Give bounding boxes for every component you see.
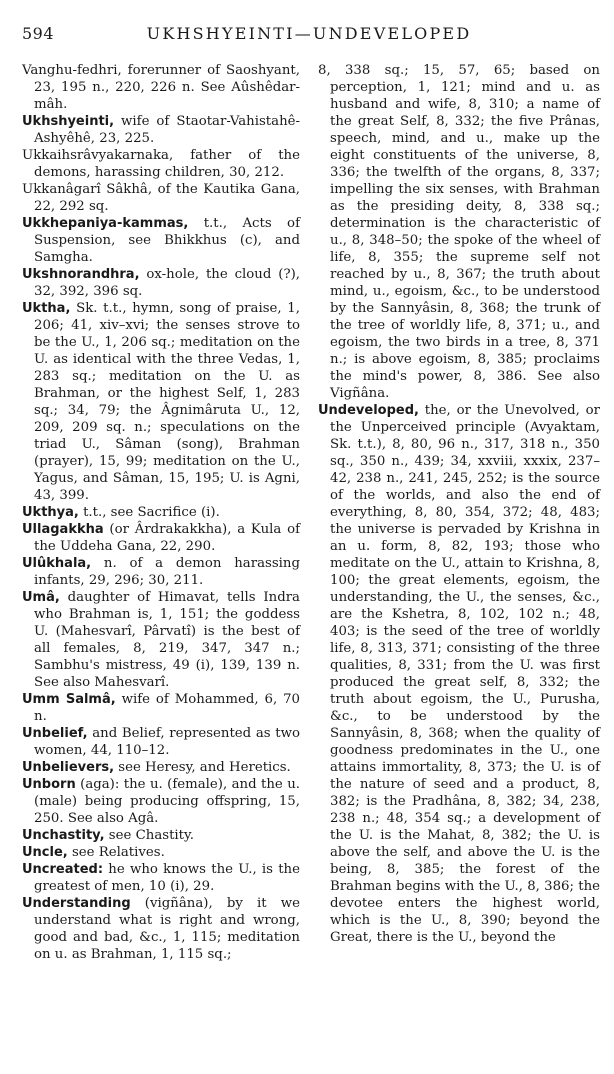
index-entry: [22, 181, 300, 215]
index-entry: [22, 759, 300, 776]
index-entry: [22, 589, 300, 691]
entry-text: he who knows the U., is the greatest of men, 10 (i), 29.: [34, 862, 300, 894]
index-entry: [22, 691, 300, 725]
index-entry: [22, 504, 300, 521]
entry-text: wife of Staotar-Vahistahê-Ashyêhê, 23, 225.: [34, 114, 300, 146]
entry-text: t.t., Acts of Suspension, see Bhikkhus (c), and Samgha.: [34, 216, 300, 265]
entry-text: wife of Mohammed, 6, 70 n.: [34, 692, 300, 724]
page-number: 594: [22, 24, 55, 43]
index-entry: [22, 113, 300, 147]
entry-headword: Uncle,: [22, 845, 68, 860]
entry-text: see Heresy, and Heretics.: [114, 760, 291, 775]
entry-headword: Ukkhepaniya-kammas,: [22, 216, 189, 231]
entry-headword: Umm Salmâ,: [22, 692, 116, 707]
entry-text: see Relatives.: [67, 845, 165, 860]
index-entry: [318, 62, 600, 402]
entry-headword: Undeveloped,: [318, 403, 419, 418]
entry-headword: Unbelief,: [22, 726, 88, 741]
entry-text: Ukkaihsrâvyakarnaka, father of the demons, harassing children, 30, 212.: [22, 148, 300, 180]
index-entry: [22, 300, 300, 504]
page-header: [22, 24, 596, 48]
entry-headword: Ukthya,: [22, 505, 79, 520]
entry-headword: Umâ,: [22, 590, 60, 605]
index-entry: [22, 147, 300, 181]
index-entry: [22, 895, 300, 963]
index-entry: [22, 725, 300, 759]
entry-text: t.t., see Sacrifice (i).: [78, 505, 220, 520]
entry-headword: Uncreated:: [22, 862, 104, 877]
entry-text: 8, 338 sq.; 15, 57, 65; based on perception, 1, 121; mind and u. as husband and wife, 8, 310; a name of the great Self, 8, 332; the five Prânas, speech, mind, and u., make up the eight constituents of the universe, 8, 336; the twelfth of the organs, 8, 337; impelling the six senses, with Brahman as the presiding deity, 8, 338 sq.; determination is the characteristic of u., 8, 348–50; the spoke of the wheel of life, 8, 355; the supreme self not reached by u., 8, 367; the truth about mind, u., egoism, &c., to be understood by the Sannyâsin, 8, 368; the trunk of the tree of worldly life, 8, 371; u., and egoism, the two birds in a tree, 8, 371 n.; is above egoism, 8, 385; proclaims the mind's power, 8, 386. See also Vigñâna.: [318, 63, 600, 401]
entry-headword: Ulûkhala,: [22, 556, 92, 571]
index-entry: [22, 555, 300, 589]
index-entry: [318, 402, 600, 946]
entry-text: (vigñâna), by it we understand what is right and wrong, good and bad, &c., 1, 115; meditation on u. as Brahman, 1, 115 sq.;: [34, 896, 300, 962]
entry-text: see Chastity.: [104, 828, 194, 843]
entry-headword: Unchastity,: [22, 828, 105, 843]
index-entry: [22, 266, 300, 300]
entry-headword: Ukhshyeinti,: [22, 114, 115, 129]
entry-text: Vanghu-fedhri, forerunner of Saoshyant, 23, 195 n., 220, 226 n. See Aûshêdar-mâh.: [22, 63, 300, 112]
left-column: [22, 62, 300, 963]
entry-text: the, or the Unevolved, or the Unperceived principle (Avyaktam, Sk. t.t.), 8, 80, 96 n., 317, 318 n., 350 sq., 350 n., 439; 34, xxviii, xxxix, 237–42, 238 n., 241, 245, 252; is the source of the worlds, and also the end of everything, 8, 80, 354, 372; 48, 483; the universe is pervaded by Krishna in an u. form, 8, 82, 193; those who meditate on the U., attain to Krishna, 8, 100; the great elements, egoism, the understanding, the U., the senses, &c., are the Kshetra, 8, 102, 102 n.; 48, 403; is the seed of the tree of worldly life, 8, 313, 371; consisting of the three qualities, 8, 331; from the U. was first produced the great self, 8, 332; the truth about egoism, the U., Purusha, &c., to be understood by the Sannyâsin, 8, 368; when the quality of goodness predominates in the U., one attains immortality, 8, 373; the U. is of the nature of seed and a product, 8, 382; is the Pradhâna, 8, 382; 34, 238, 238 n.; 48, 354 sq.; a development of the U. is the Mahat, 8, 382; the U. is above the self, and above the U. is the being, 8, 385; the forest of the Brahman begins with the U., 8, 386; the devotee enters the highest world, which is the U., 8, 390; beyond the Great, there is the U., beyond the: [330, 403, 600, 945]
entry-text: n. of a demon harassing infants, 29, 296; 30, 211.: [34, 556, 300, 588]
entry-text: Ukkanâgarî Sâkhâ, of the Kautika Gana, 22, 292 sq.: [22, 182, 300, 214]
index-entry: [22, 827, 300, 844]
entry-text: daughter of Himavat, tells Indra who Brahman is, 1, 151; the goddess U. (Mahesvarî, Pârvatî) is the best of all females, 8, 219, 347, 347 n.; Sambhu's mistress, 49 (i), 139, 139 n. See also Mahesvarî.: [34, 590, 300, 690]
right-column: [318, 62, 600, 946]
index-entry: [22, 62, 300, 113]
entry-text: and Belief, represented as two women, 44, 110–12.: [34, 726, 300, 758]
entry-text: (aga): the u. (female), and the u. (male) being producing offspring, 15, 250. See also Agâ.: [34, 777, 300, 826]
entry-headword: Understanding: [22, 896, 131, 911]
index-entry: [22, 521, 300, 555]
index-entry: [22, 776, 300, 827]
index-entry: [22, 844, 300, 861]
entry-headword: Ullagakkha: [22, 522, 104, 537]
entry-text: (or Ârdrakakkha), a Kula of the Uddeha Gana, 22, 290.: [34, 522, 300, 554]
entry-headword: Ukshnorandhra,: [22, 267, 140, 282]
entry-headword: Unbelievers,: [22, 760, 115, 775]
entry-headword: Unborn: [22, 777, 76, 792]
running-head: UKHSHYEINTI—UNDEVELOPED: [146, 24, 472, 43]
entry-text: Sk. t.t., hymn, song of praise, 1, 206; 41, xiv–xvi; the senses strove to be the U., 1, 206 sq.; meditation on the U. as identical with the three Vedas, 1, 283 sq.; meditation on the U. as Brahman, or the highest Self, 1, 283 sq.; 34, 79; the Âgnimâruta U., 12, 209, 209 sq. n.; speculations on the triad U., Sâman (song), Brahman (prayer), 15, 99; meditation on the U., Yagus, and Sâman, 15, 195; U. is Agni, 43, 399.: [34, 301, 300, 503]
entry-text: ox-hole, the cloud (?), 32, 392, 396 sq.: [34, 267, 300, 299]
entry-headword: Uktha,: [22, 301, 71, 316]
index-entry: [22, 861, 300, 895]
index-entry: [22, 215, 300, 266]
